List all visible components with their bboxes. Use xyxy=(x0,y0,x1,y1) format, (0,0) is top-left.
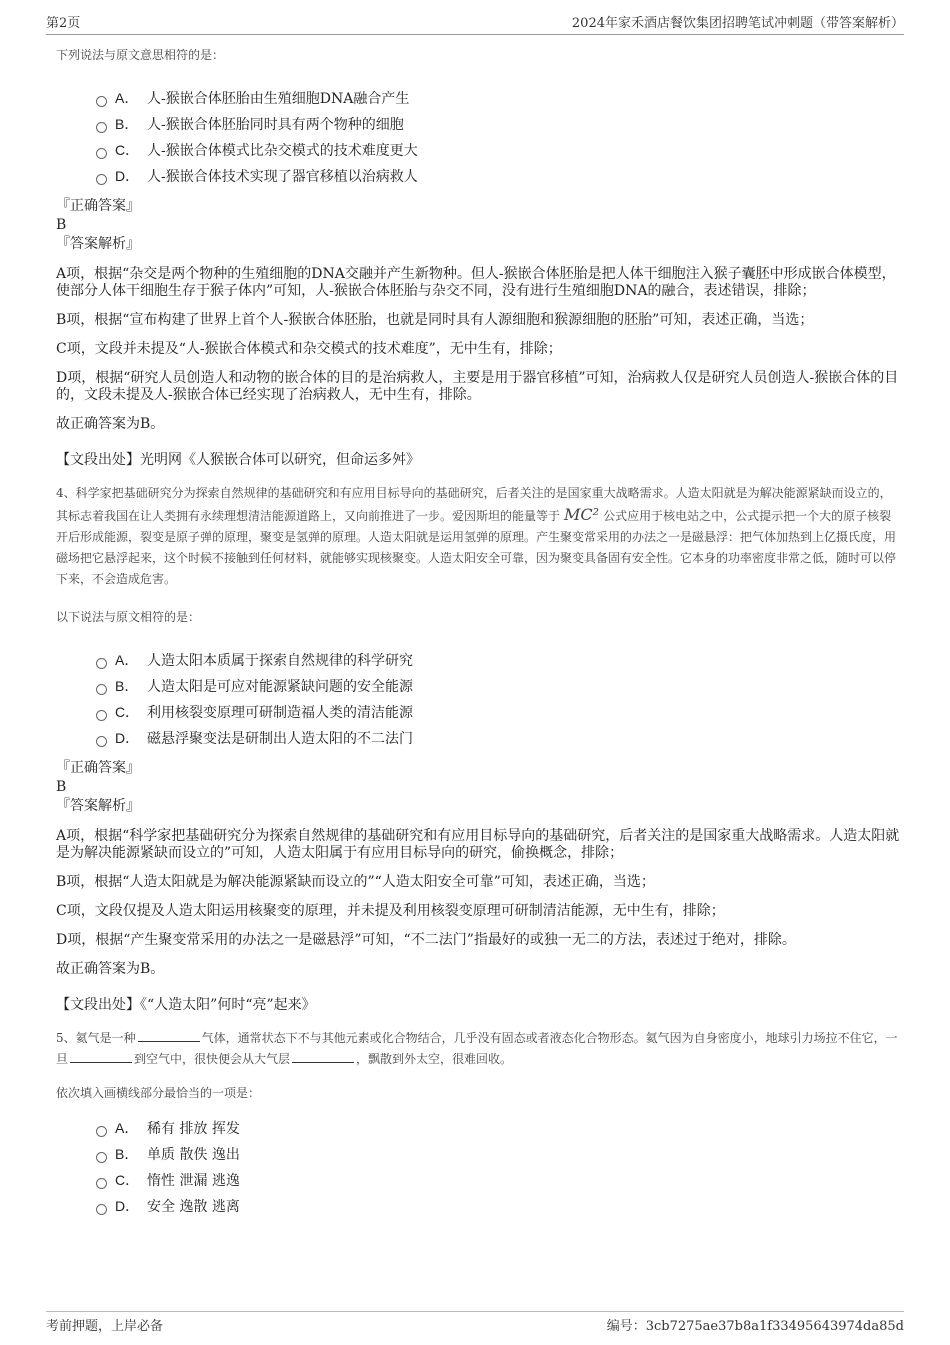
source-citation: 【文段出处】《“人造太阳”何时“亮”起来》 xyxy=(56,997,316,1013)
radio-icon[interactable] xyxy=(96,684,107,695)
q4-option-d[interactable]: D． 磁悬浮聚变法是研制出人造太阳的不二法门 xyxy=(96,725,902,751)
q4-prompt: 以下说法与原文相符的是： xyxy=(56,610,201,624)
radio-icon[interactable] xyxy=(96,1126,107,1137)
q5-option-c[interactable]: C． 惰性 泄漏 逃逸 xyxy=(96,1167,902,1193)
answer-value: B xyxy=(56,779,67,795)
q4-options xyxy=(96,647,902,751)
q5-option-a[interactable]: A． 稀有 排放 挥发 xyxy=(96,1115,902,1141)
radio-icon[interactable] xyxy=(96,710,107,721)
answer-label: 『正确答案』 xyxy=(56,198,140,214)
option-text: 利用核裂变原理可研制造福人类的清洁能源 xyxy=(147,705,413,721)
q3-prompt: 下列说法与原文意思相符的是： xyxy=(56,48,225,62)
analysis-paragraph: B项，根据“人造太阳就是为解决能源紧缺而设立的”“人造太阳安全可靠”可知，表述正确，当选； xyxy=(56,874,655,890)
blank-line xyxy=(70,1062,132,1063)
radio-icon[interactable] xyxy=(96,1178,107,1189)
analysis-paragraph: C项，文段仅提及人造太阳运用核聚变的原理，并未提及利用核裂变原理可研制清洁能源，无中生有，排除； xyxy=(56,903,725,919)
analysis-paragraph: A项，根据“科学家把基础研究分为探索自然规律的基础研究和有应用目标导向的基础研究，后者关注的是国家重大战略需求。人造太阳就是为解决能源紧缺而设立的”可知，人造太阳属于有应用目标导向的研究，偷换概念，排除； xyxy=(56,828,900,861)
q5-option-d[interactable]: D． 安全 逸散 逃离 xyxy=(96,1193,902,1219)
radio-icon[interactable] xyxy=(96,658,107,669)
blank-line xyxy=(138,1041,200,1042)
option-text: 磁悬浮聚变法是研制出人造太阳的不二法门 xyxy=(147,731,413,747)
radio-icon[interactable] xyxy=(96,1152,107,1163)
analysis-conclusion: 故正确答案为B。 xyxy=(56,961,165,977)
q3-option-b[interactable]: B． 人-猴嵌合体胚胎同时具有两个物种的细胞 xyxy=(96,111,902,137)
q4-option-c[interactable]: C． 利用核裂变原理可研制造福人类的清洁能源 xyxy=(96,699,902,725)
option-text: 惰性 泄漏 逃逸 xyxy=(147,1173,240,1189)
option-text: 人造太阳本质属于探索自然规律的科学研究 xyxy=(147,653,413,669)
analysis-paragraph: D项，根据“产生聚变常采用的办法之一是磁悬浮”可知，“不二法门”指最好的或独一无二的方法，表述过于绝对，排除。 xyxy=(56,932,796,948)
option-text: 人-猴嵌合体模式比杂交模式的技术难度更大 xyxy=(147,143,418,159)
radio-icon[interactable] xyxy=(96,148,107,159)
answer-label: 『正确答案』 xyxy=(56,760,140,776)
q3-option-c[interactable]: C． 人-猴嵌合体模式比杂交模式的技术难度更大 xyxy=(96,137,902,163)
radio-icon[interactable] xyxy=(96,174,107,185)
q5-option-b[interactable]: B． 单质 散佚 逸出 xyxy=(96,1141,902,1167)
option-text: 单质 散佚 逸出 xyxy=(147,1147,240,1163)
analysis-label: 『答案解析』 xyxy=(56,798,140,814)
q5-options xyxy=(96,1115,902,1219)
q4-option-b[interactable]: B． 人造太阳是可应对能源紧缺问题的安全能源 xyxy=(96,673,902,699)
page-footer xyxy=(46,1311,904,1336)
radio-icon[interactable] xyxy=(96,122,107,133)
radio-icon[interactable] xyxy=(96,1204,107,1215)
analysis-paragraph: C项，文段并未提及“人-猴嵌合体模式和杂交模式的技术难度”，无中生有，排除； xyxy=(56,341,562,357)
source-citation: 【文段出处】光明网《人猴嵌合体可以研究，但命运多舛》 xyxy=(56,452,420,468)
blank-line xyxy=(292,1062,354,1063)
q3-option-a[interactable]: A． 人-猴嵌合体胚胎由生殖细胞DNA融合产生 xyxy=(96,85,902,111)
footer-slogan: 考前押题，上岸必备 xyxy=(46,1318,164,1334)
document-serial: 编号：3cb7275ae37b8a1f33495643974da85d xyxy=(606,1318,904,1334)
analysis-paragraph: B项，根据“宣布构建了世界上首个人-猴嵌合体胚胎，也就是同时具有人源细胞和猴源细胞的胚胎”可知，表述正确，当选； xyxy=(56,312,814,328)
option-text: 人造太阳是可应对能源紧缺问题的安全能源 xyxy=(147,679,413,695)
analysis-label: 『答案解析』 xyxy=(56,236,140,252)
option-text: 人-猴嵌合体技术实现了器官移植以治病救人 xyxy=(147,169,418,185)
q3-option-d[interactable]: D． 人-猴嵌合体技术实现了器官移植以治病救人 xyxy=(96,163,902,189)
analysis-paragraph: A项，根据“杂交是两个物种的生殖细胞的DNA交融并产生新物种。但人-猴嵌合体胚胎是把人体干细胞注入猴子囊胚中形成嵌合体模型，使部分人体干细胞生存于猴子体内”可知，人-猴嵌合体胚胎与杂交不同，没有进行生殖细胞DNA的融合，表述错误，排除； xyxy=(56,266,896,299)
analysis-conclusion: 故正确答案为B。 xyxy=(56,416,165,432)
radio-icon[interactable] xyxy=(96,96,107,107)
q5-stem: 5、氦气是一种 气体，通常状态下不与其他元素或化合物结合，几乎没有固态或者液态化合物形态。氦气因为自身密度小，地球引力场拉不住它，一旦 到空气中，很快便会从大气层 ，飘散到外太空，很难回收。 xyxy=(56,1031,898,1066)
page-header xyxy=(46,12,904,35)
option-text: 安全 逸散 逃离 xyxy=(147,1199,240,1215)
q3-options xyxy=(96,85,902,189)
page-content xyxy=(56,46,902,1219)
formula: MC² xyxy=(564,505,600,524)
page-number: 第2页 xyxy=(46,16,81,31)
analysis-paragraph: D项，根据“研究人员创造人和动物的嵌合体的目的是治病救人，主要是用于器官移植”可知，治病救人仅是研究人员创造人-猴嵌合体的目的，文段未提及人-猴嵌合体已经实现了治病救人，无中生有，排除。 xyxy=(56,370,899,403)
q4-option-a[interactable]: A． 人造太阳本质属于探索自然规律的科学研究 xyxy=(96,647,902,673)
option-text: 稀有 排放 挥发 xyxy=(147,1121,240,1137)
q5-prompt: 依次填入画横线部分最恰当的一项是： xyxy=(56,1086,261,1100)
option-text: 人-猴嵌合体胚胎由生殖细胞DNA融合产生 xyxy=(147,91,410,107)
option-text: 人-猴嵌合体胚胎同时具有两个物种的细胞 xyxy=(147,117,404,133)
answer-value: B xyxy=(56,217,67,233)
radio-icon[interactable] xyxy=(96,736,107,747)
document-title: 2024年家禾酒店餐饮集团招聘笔试冲刺题（带答案解析） xyxy=(571,16,904,31)
q4-stem: 4、科学家把基础研究分为探索自然规律的基础研究和有应用目标导向的基础研究，后者关注的是国家重大战略需求。人造太阳就是为解决能源紧缺而设立的，其标志着我国在让人类拥有永续理想清洁能源道路上，又向前推进了一步。爱因斯坦的能量等于 MC² 公式应用于核电站之中，公式提示把一个大的原子核裂开后形成能源，裂变是原子弹的原理，聚变是氢弹的原理。人造太阳就是运用氢弹的原理。产生聚变常采用的办法之一是磁悬浮：把气体加热到上亿摄氏度，用磁场把它悬浮起来，这个时候不接触到任何材料，就能够实现核聚变。人造太阳安全可靠，因为聚变具备固有安全性。它本身的功率密度非常之低，随时可以停下来，不会造成危害。 xyxy=(56,486,897,586)
